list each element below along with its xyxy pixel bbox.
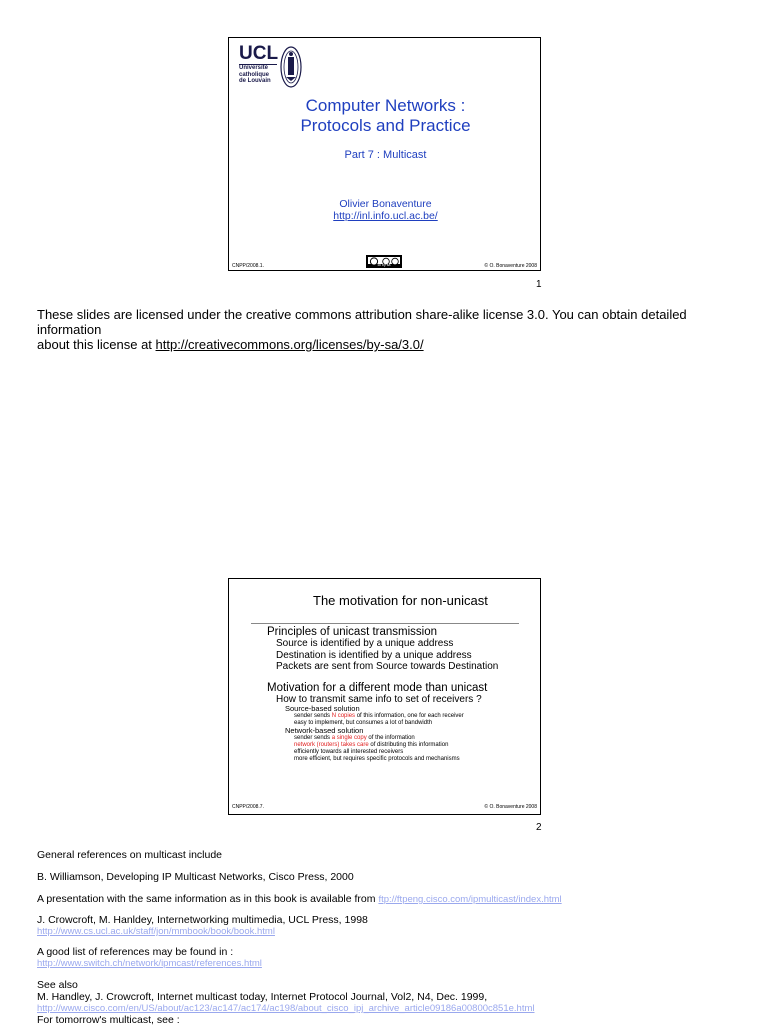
network-based-line: more efficient, but requires specific protocols and mechanisms — [294, 755, 460, 762]
ref-item: A presentation with the same information as in this book is available from ftp://ftpeng.cisco.com/ipmulticast/index.html — [37, 893, 562, 905]
bullet-item: Destination is identified by a unique address — [276, 649, 472, 661]
see-also: See also — [37, 979, 78, 991]
heading-unicast: Principles of unicast transmission — [267, 626, 438, 638]
ref-intro: General references on multicast include — [37, 849, 223, 861]
slide1-title — [229, 96, 542, 136]
heading-motivation: Motivation for a different mode than unicast — [267, 681, 488, 694]
bullet-item: Packets are sent from Source towards Destination — [276, 661, 499, 672]
license-note — [37, 307, 737, 352]
slide2-title: The motivation for non-unicast — [313, 593, 488, 608]
ucl-logo — [239, 45, 301, 89]
slide1-author: Olivier Bonaventure — [339, 198, 432, 210]
slide1-url-link[interactable]: http://inl.info.ucl.ac.be/ — [333, 210, 438, 222]
license-note-prefix: about this license at — [37, 337, 156, 352]
cc-license-badge — [366, 255, 402, 268]
source-based-heading: Source-based solution — [285, 703, 360, 713]
source-based-line: sender sends N copies of this information, one for each receiver — [294, 712, 464, 719]
bullet-item: Source is identified by a unique address — [276, 638, 454, 649]
ref-item: B. Williamson, Developing IP Multicast Networks, Cisco Press, 2000 — [37, 871, 354, 883]
ucl-crest-icon — [280, 45, 302, 89]
ref-link[interactable]: http://www.switch.ch/network/ipmcast/references.html — [37, 958, 262, 969]
ucl-university-line: catholique — [239, 71, 270, 78]
ref-item: For tomorrow's multicast, see : — [37, 1014, 180, 1026]
ref-link[interactable]: http://www.cisco.com/en/US/about/ac123/ac147/ac174/ac198/about_cisco_ipj_archive_article09186a00800c851e.html — [37, 1003, 535, 1014]
slide1-title-line: Computer Networks : — [305, 96, 466, 115]
motivation-sub: How to transmit same info to set of receivers ? — [276, 693, 482, 705]
license-note-line: information — [37, 322, 102, 337]
network-based-heading: Network-based solution — [285, 725, 364, 735]
references-note — [37, 849, 757, 1026]
slide2-footer-right: © O. Bonaventure 2008 — [484, 804, 537, 810]
network-based-line: efficiently towards all interested receivers — [294, 748, 404, 755]
slide2-body — [267, 626, 537, 763]
source-based-line: easy to implement, but consumes a lot of bandwidth — [294, 719, 433, 726]
network-based-line: network (routers) takes care of distributing this information — [294, 741, 449, 748]
page-number-1: 1 — [536, 279, 542, 290]
slide1-title-line: Protocols and Practice — [300, 116, 471, 135]
ucl-university-line: Université — [239, 65, 269, 71]
ref-item: A good list of references may be found in : — [37, 946, 234, 958]
slide2-title-rule — [251, 623, 519, 624]
license-note-line: These slides are licensed under the creative commons attribution share-alike license 3.0. You can obtain detailed — [37, 307, 687, 322]
cc-label: cc by sa — [377, 263, 391, 267]
ucl-university-line: de Louvain — [239, 78, 271, 84]
license-link[interactable]: http://creativecommons.org/licenses/by-sa/3.0/ — [155, 337, 424, 352]
network-based-line: sender sends a single copy of the information — [294, 734, 415, 741]
slide1-part: Part 7 : Multicast — [344, 149, 427, 161]
slide2-footer-left: CNPP/2008.7. — [232, 804, 264, 810]
slide-1 — [228, 37, 541, 271]
slide-2 — [228, 578, 541, 815]
ref-link[interactable]: ftp://ftpeng.cisco.com/ipmulticast/index.html — [378, 894, 562, 905]
page-number-2: 2 — [536, 822, 542, 833]
license-note-line — [37, 337, 737, 352]
ref-link[interactable]: http://www.cs.ucl.ac.uk/staff/jon/mmbook/book/book.html — [37, 926, 275, 937]
slide1-footer-left: CNPP/2008.1. — [232, 263, 264, 269]
slide1-footer-right: © O. Bonaventure 2008 — [484, 263, 537, 269]
ref-item: J. Crowcroft, M. Hanldey, Internetworking multimedia, UCL Press, 1998 — [37, 914, 368, 926]
ucl-logo-text: UCL — [239, 43, 279, 64]
ref-item: M. Handley, J. Crowcroft, Internet multicast today, Internet Protocol Journal, Vol2, N4, Dec. 1999, — [37, 991, 488, 1003]
